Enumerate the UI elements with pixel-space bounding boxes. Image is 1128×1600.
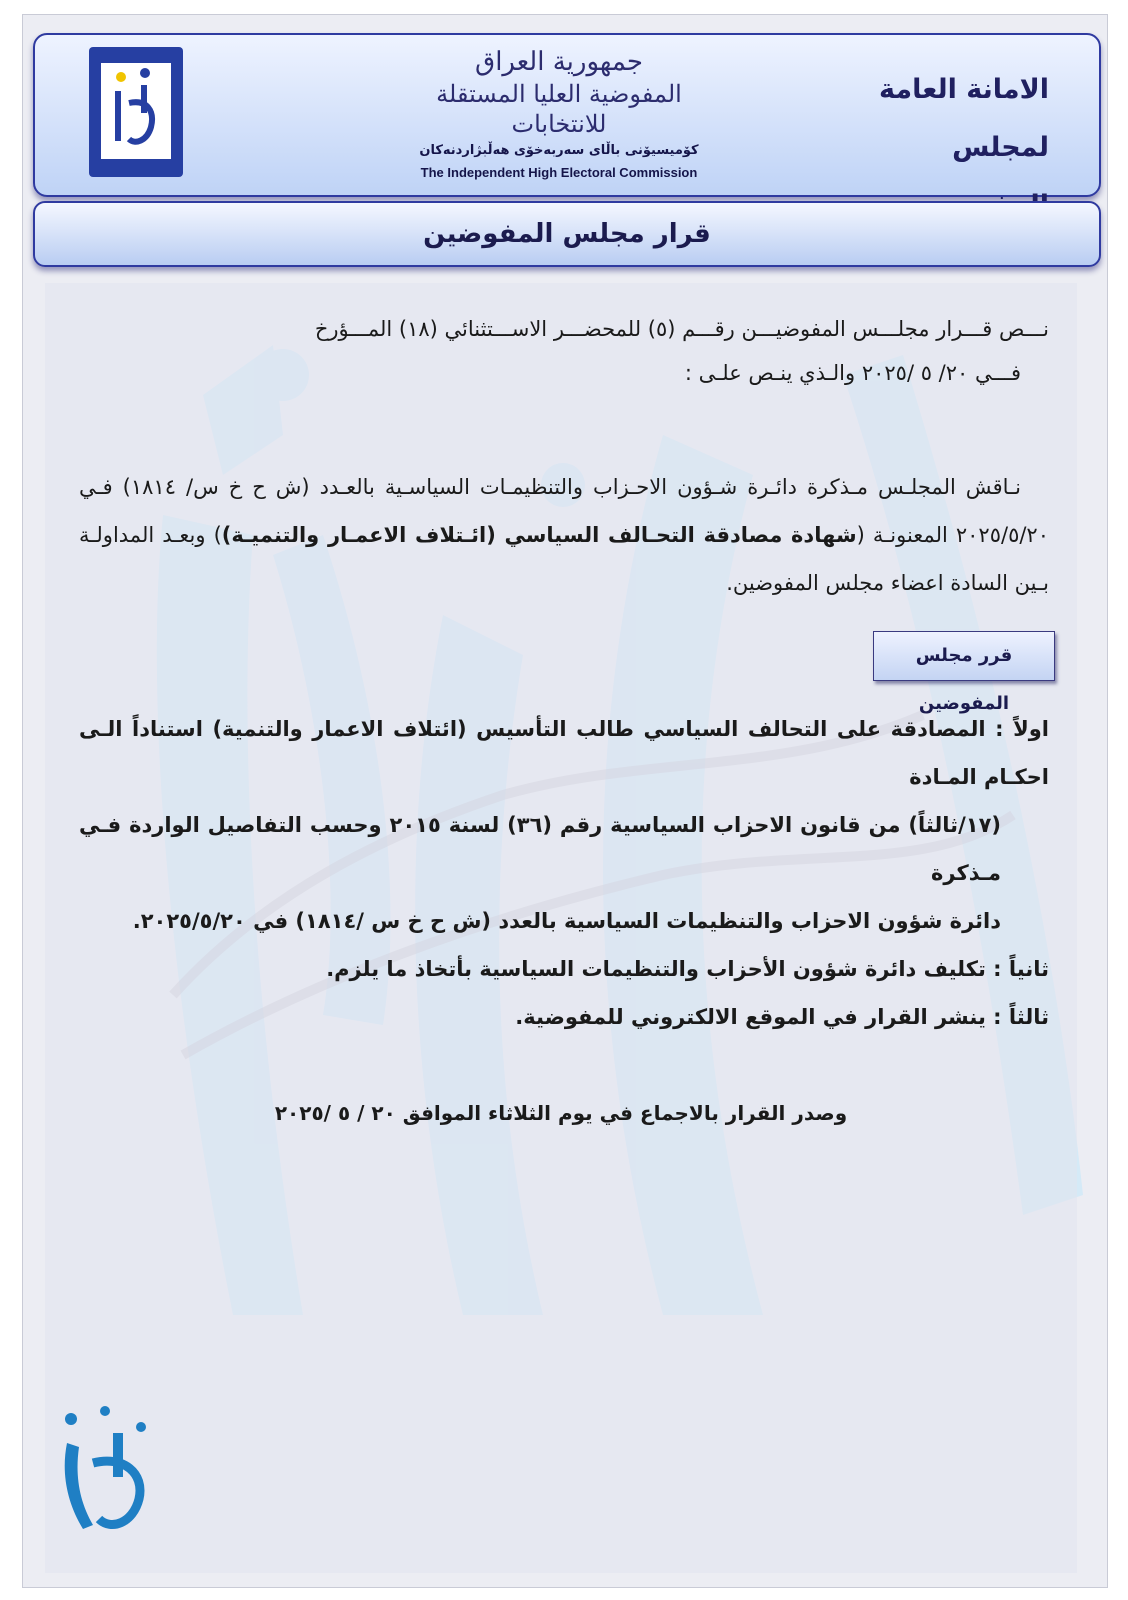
discussion-paragraph <box>79 463 1049 607</box>
discussion-text-b: ) وبعـد المداولـة بـين السادة اعضاء مجلس المفوضين. <box>79 523 1049 595</box>
letterhead <box>33 33 1101 197</box>
discussion-subject: شهادة مصادقة التحـالف السياسي (ائـتلاف الاعمـار والتنميـة) <box>221 523 857 547</box>
intro-line-1: نـــص قـــرار مجلـــس المفوضيـــن رقـــم (٥) للمحضـــر الاســـتثنائي (١٨) المـــؤرخ <box>314 317 1049 341</box>
resolution-first-cont-1: (١٧/ثالثاً) من قانون الاحزاب السياسية رقم (٣٦) لسنة ٢٠١٥ وحسب التفاصيل الواردة فـي مـذكرة <box>79 813 1001 885</box>
logo-inner <box>101 63 171 159</box>
section-label: قرر مجلس المفوضين <box>873 631 1055 681</box>
emblem-subtitle: المفوضية العليا المستقلة للانتخابات <box>436 80 682 138</box>
dept-line-2: لمجلس <box>952 132 1049 163</box>
emblem-english: The Independent High Electoral Commission <box>420 165 698 180</box>
emblem-title: جمهورية العراق <box>475 47 643 77</box>
dept-line-1: الامانة العامة <box>879 74 1049 105</box>
resolutions-list <box>79 705 1049 1041</box>
ballot-hand-icon <box>101 63 171 159</box>
closing-statement: وصدر القرار بالاجماع في يوم الثلاثاء الموافق ٢٠ / ٥ /٢٠٢٥ <box>274 1101 848 1125</box>
document-title: قرار مجلس المفوضين <box>33 201 1101 267</box>
resolution-third: ثالثاً : ينشر القرار في الموقع الالكتروني للمفوضية. <box>515 1005 1049 1029</box>
intro-paragraph <box>79 307 1049 395</box>
resolution-second: ثانياً : تكليف دائرة شؤون الأحزاب والتنظيمات السياسية بأتخاذ ما يلزم. <box>326 957 1049 981</box>
discussion-text-a: نـاقش المجلـس مـذكرة دائـرة شـؤون الاحـزاب والتنظيمـات السياسـية بالعـدد (ش ح خ س/ ١٨١٤) فـي ٢٠٢٥/٥/٢٠ المعنونـة ( <box>79 475 1049 547</box>
document-page <box>22 14 1108 1588</box>
emblem-kurdish: كۆمیسیۆنی باڵای سەربەخۆی هەڵبژاردنەکان <box>419 143 699 158</box>
ihec-logo <box>89 47 183 177</box>
commission-emblem <box>409 45 709 185</box>
resolution-first-cont-2: دائرة شؤون الاحزاب والتنظيمات السياسية بالعدد (ش ح خ س /١٨١٤) في ٢٠٢٥/٥/٢٠. <box>132 909 1001 933</box>
resolution-first: اولاً : المصادقة على التحالف السياسي طالب التأسيس (ائتلاف الاعمار والتنمية) استناداً الـى احكـام المـادة <box>79 717 1049 789</box>
intro-line-2: فـــي ٢٠/ ٥ /٢٠٢٥ والـذي ينـص علـى : <box>684 361 1021 385</box>
footer-logo-icon <box>53 1403 163 1543</box>
